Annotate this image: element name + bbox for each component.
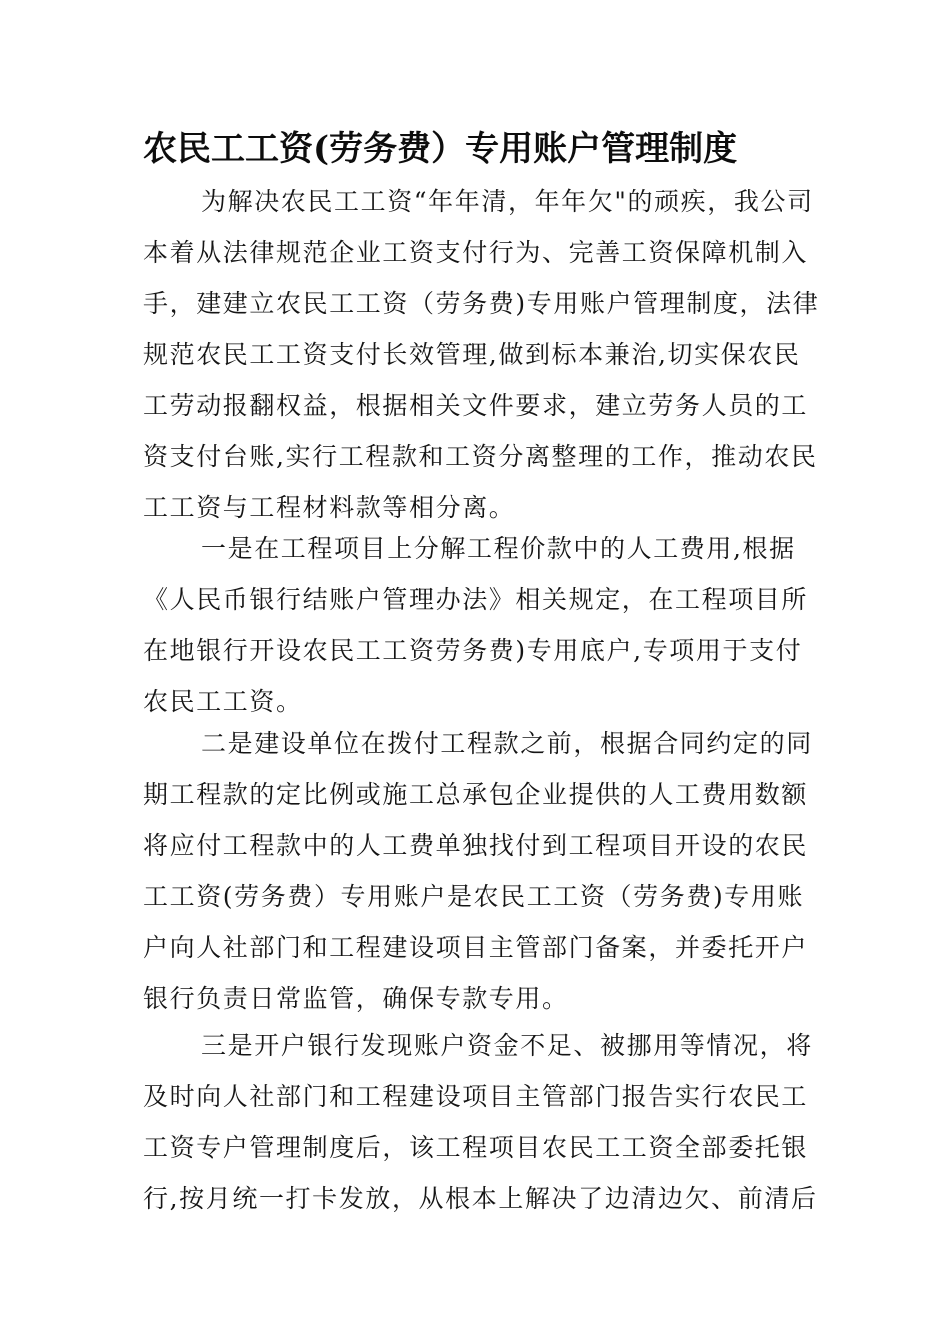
- paragraph-3: [143, 718, 813, 1024]
- paragraph-4-line-2: 及时向人社部门和工程建设项目主管部门报告实行农民工: [143, 1082, 809, 1111]
- paragraph-1-line-3: 手，建建立农民工工资（劳务费)专用账户管理制度，法律: [143, 289, 820, 318]
- paragraph-1-line-4: 规范农民工工资支付长效管理,做到标本兼治,切实保农民: [143, 340, 801, 369]
- paragraph-2-line-3: 在地银行开设农民工工资劳务费)专用底户,专项用于支付: [143, 636, 803, 665]
- paragraph-2: [143, 523, 807, 727]
- paragraph-1-line-7: 工工资与工程材料款等相分离。: [143, 493, 516, 522]
- paragraph-1-line-1: 为解决农民工工资“年年清，年年欠"的顽疾，我公司: [201, 187, 814, 216]
- paragraph-2-line-2: 《人民币银行结账户管理办法》相关规定，在工程项目所: [143, 585, 809, 614]
- document-title: 农民工工资(劳务费）专用账户管理制度: [143, 129, 738, 169]
- paragraph-1-line-5: 工劳动报翻权益，根据相关文件要求，建立劳务人员的工: [143, 391, 809, 420]
- paragraph-4: [143, 1020, 818, 1224]
- paragraph-3-line-4: 工工资(劳务费）专用账户是农民工工资（劳务费)专用账: [143, 882, 805, 911]
- paragraph-3-line-1: 二是建设单位在拨付工程款之前，根据合同约定的同: [201, 729, 813, 758]
- paragraph-2-line-1: 一是在工程项目上分解工程价款中的人工费用,根据: [201, 534, 796, 563]
- paragraph-1-line-6: 资支付台账,实行工程款和工资分离整理的工作，推动农民: [143, 442, 818, 471]
- paragraph-3-line-5: 户向人社部门和工程建设项目主管部门备案，并委托开户: [143, 933, 809, 962]
- paragraph-3-line-6: 银行负责日常监管，确保专款专用。: [143, 984, 569, 1013]
- paragraph-1: [143, 176, 820, 533]
- paragraph-4-line-1: 三是开户银行发现账户资金不足、被挪用等情况，将: [201, 1031, 813, 1060]
- paragraph-2-line-4: 农民工工资。: [143, 687, 303, 716]
- paragraph-4-line-3: 工资专户管理制度后，该工程项目农民工工资全部委托银: [143, 1133, 809, 1162]
- paragraph-4-line-4: 行,按月统一打卡发放，从根本上解决了边清边欠、前清后: [143, 1184, 818, 1213]
- paragraph-3-line-3: 将应付工程款中的人工费单独找付到工程项目开设的农民: [143, 831, 809, 860]
- paragraph-3-line-2: 期工程款的定比例或施工总承包企业提供的人工费用数额: [143, 780, 809, 809]
- paragraph-1-line-2: 本着从法律规范企业工资支付行为、完善工资保障机制入: [143, 238, 809, 267]
